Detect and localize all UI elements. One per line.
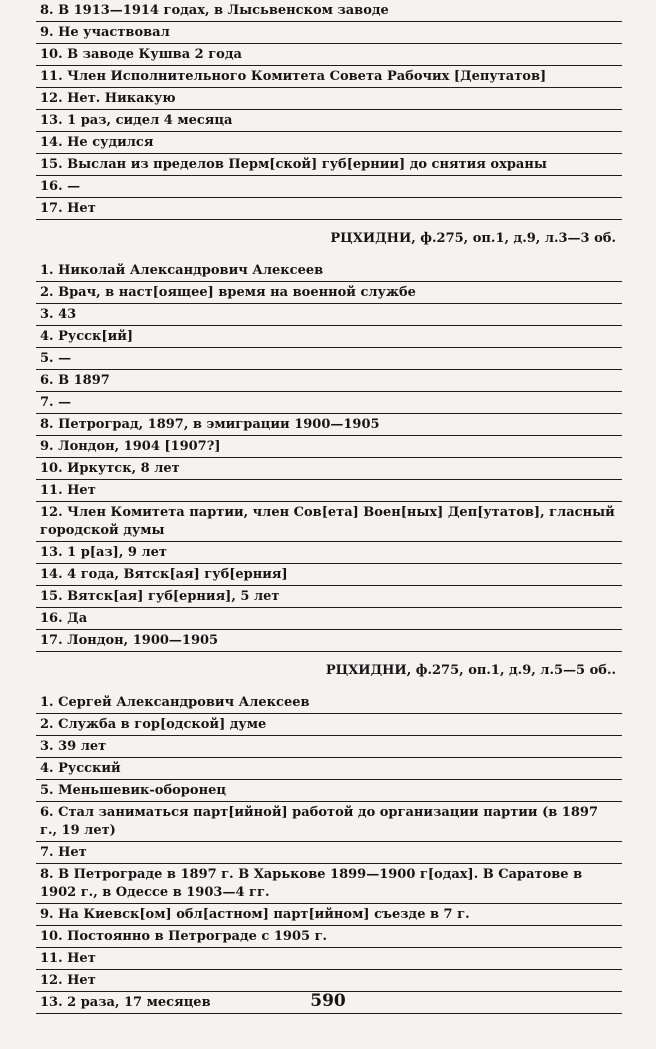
answer-row: 1. Сергей Александрович Алексеев <box>36 692 622 714</box>
answer-row: 3. 43 <box>36 304 622 326</box>
answer-row: 12. Нет. Никакую <box>36 88 622 110</box>
answer-row: 17. Нет <box>36 198 622 220</box>
answer-row: 11. Член Исполнительного Комитета Совета Рабочих [Депутатов] <box>36 66 622 88</box>
answer-row: 14. Не судился <box>36 132 622 154</box>
answer-row: 16. Да <box>36 608 622 630</box>
answer-row: 7. Нет <box>36 842 622 864</box>
answer-row: 2. Служба в гор[одской] думе <box>36 714 622 736</box>
answer-row: 14. 4 года, Вятск[ая] губ[ерния] <box>36 564 622 586</box>
answer-row: 11. Нет <box>36 480 622 502</box>
answer-row: 12. Член Комитета партии, член Сов[ета] Воен[ных] Деп[утатов], гласный городской думы <box>36 502 622 542</box>
answer-row: 15. Вятск[ая] губ[ерния], 5 лет <box>36 586 622 608</box>
archive-source-citation: РЦХИДНИ, ф.275, оп.1, д.9, л.5—5 об.. <box>325 663 616 678</box>
answer-row: 5. Меньшевик-оборонец <box>36 780 622 802</box>
answer-row: 13. 1 р[аз], 9 лет <box>36 542 622 564</box>
questionnaire-block-2 <box>36 260 622 692</box>
document-page <box>36 0 622 1014</box>
answer-row: 2. Врач, в наст[оящее] время на военной службе <box>36 282 622 304</box>
answer-row: 8. Петроград, 1897, в эмиграции 1900—1905 <box>36 414 622 436</box>
answer-row: 10. Иркутск, 8 лет <box>36 458 622 480</box>
answer-row: 15. Выслан из пределов Перм[ской] губ[ернии] до снятия охраны <box>36 154 622 176</box>
answer-row: 1. Николай Александрович Алексеев <box>36 260 622 282</box>
answer-row: 10. В заводе Кушва 2 года <box>36 44 622 66</box>
answer-row: 13. 2 раза, 17 месяцев <box>36 992 622 1014</box>
questionnaire-block-1 <box>36 0 622 260</box>
answer-row: 5. — <box>36 348 622 370</box>
answer-row: 11. Нет <box>36 948 622 970</box>
answer-row: 8. В 1913—1914 годах, в Лысьвенском заводе <box>36 0 622 22</box>
answer-row: 9. На Киевск[ом] обл[астном] парт[ийном] съезде в 7 г. <box>36 904 622 926</box>
answer-row: 6. Стал заниматься парт[ийной] работой до организации партии (в 1897 г., 19 лет) <box>36 802 622 842</box>
page-number: 590 <box>310 991 346 1011</box>
answer-row: 7. — <box>36 392 622 414</box>
answer-row: 13. 1 раз, сидел 4 месяца <box>36 110 622 132</box>
answer-row: 8. В Петрограде в 1897 г. В Харькове 1899—1900 г[одах]. В Саратове в 1902 г., в Одессе в 1903—4 гг. <box>36 864 622 904</box>
answer-row: 4. Русск[ий] <box>36 326 622 348</box>
answer-row: 10. Постоянно в Петрограде с 1905 г. <box>36 926 622 948</box>
archive-source-citation: РЦХИДНИ, ф.275, оп.1, д.9, л.3—3 об. <box>330 231 616 246</box>
answer-row: 6. В 1897 <box>36 370 622 392</box>
answer-row: 17. Лондон, 1900—1905 <box>36 630 622 652</box>
answer-row: 4. Русский <box>36 758 622 780</box>
answer-row: 12. Нет <box>36 970 622 992</box>
answer-row: 9. Не участвовал <box>36 22 622 44</box>
questionnaire-block-3 <box>36 692 622 1014</box>
answer-row: 16. — <box>36 176 622 198</box>
answer-row: 9. Лондон, 1904 [1907?] <box>36 436 622 458</box>
answer-row: 3. 39 лет <box>36 736 622 758</box>
